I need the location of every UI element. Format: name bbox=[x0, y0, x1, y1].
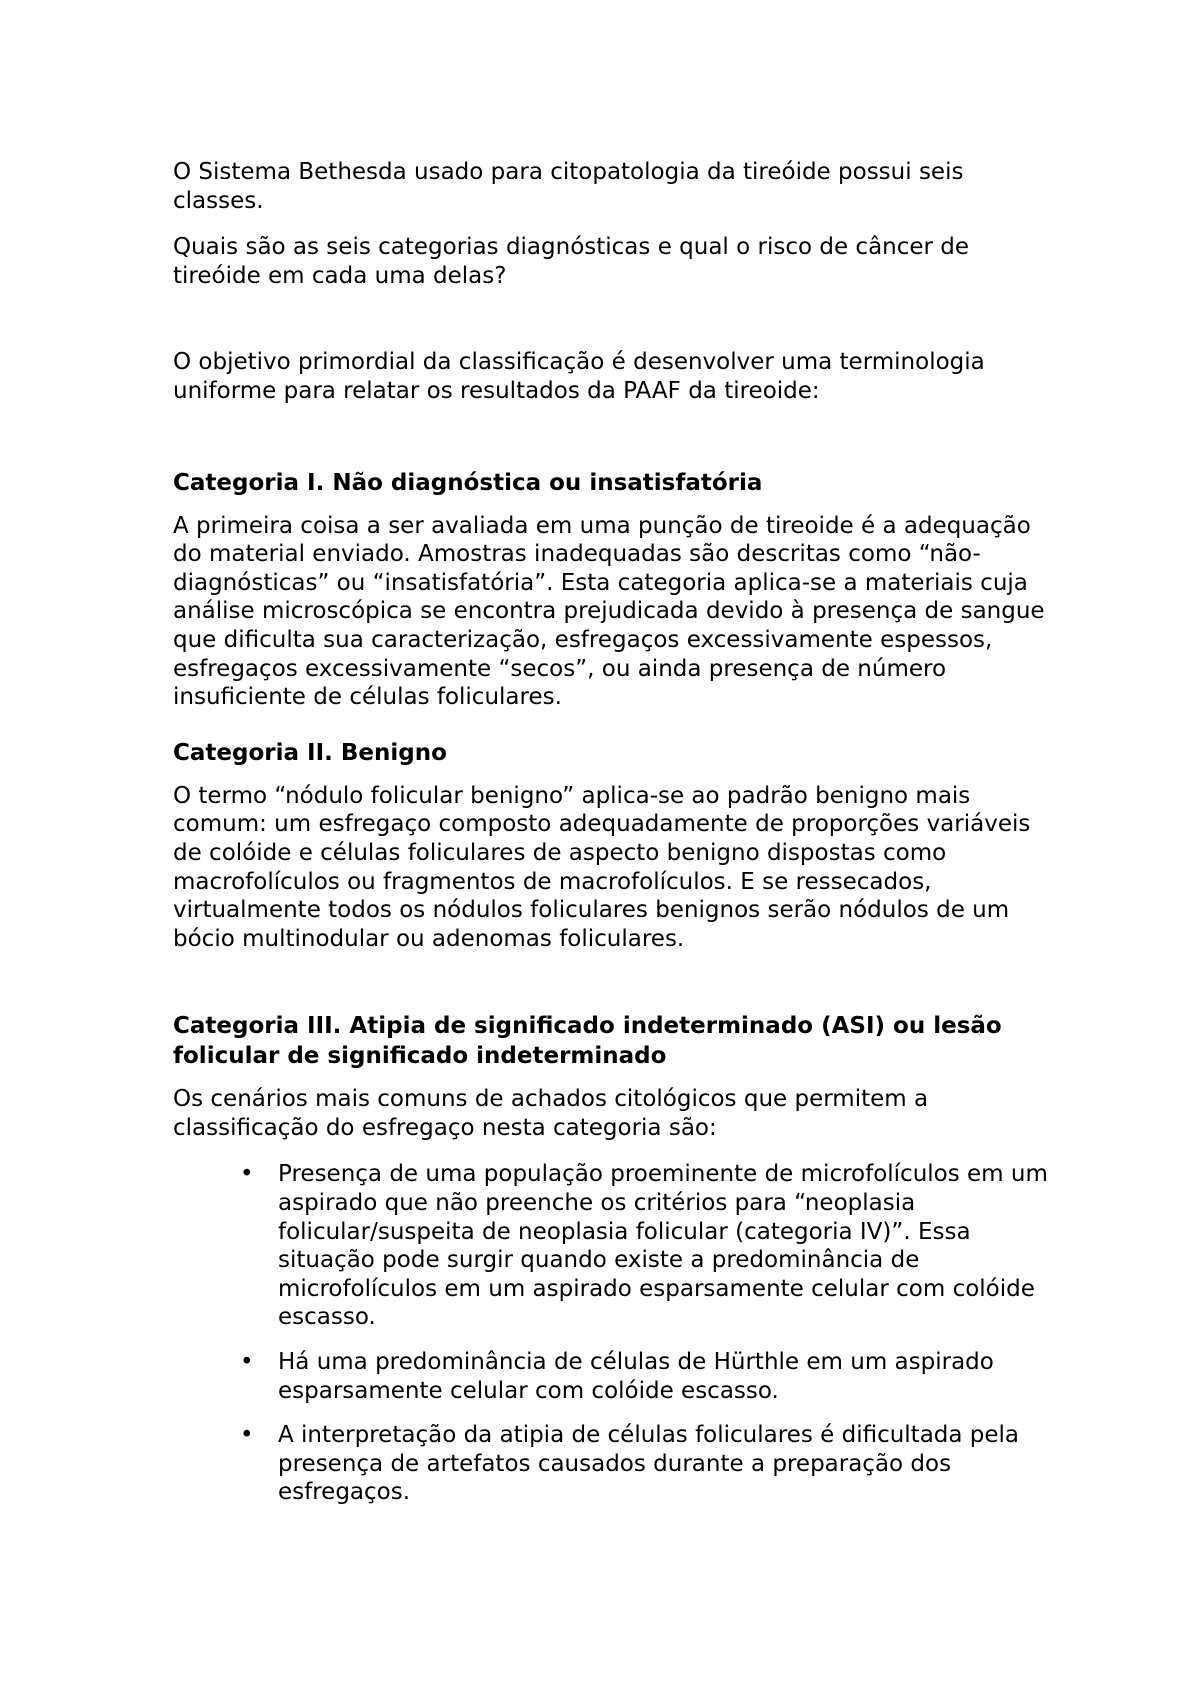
list-item bbox=[173, 1348, 1063, 1405]
category-3-bullet-list bbox=[173, 1160, 1053, 1507]
category-1-heading: Categoria I. Não diagnóstica ou insatisfatória bbox=[173, 469, 763, 496]
list-item-text: A interpretação da atipia de células foliculares é dificultada pela presença de artefatos causados durante a preparação dos esfregaços. bbox=[278, 1422, 1020, 1506]
list-item bbox=[173, 1421, 1063, 1507]
list-item bbox=[173, 1160, 1063, 1332]
list-item-text: Há uma predominância de células de Hürthle em um aspirado esparsamente celular com colóide escasso. bbox=[278, 1349, 994, 1404]
bullet-icon: • bbox=[240, 1349, 254, 1376]
list-item-text: Presença de uma população proeminente de microfolículos em um aspirado que não preenche os critérios para “neoplasia folicular/suspeita de neoplasia folicular (categoria IV)”. Essa situação pode surgir quando existe a predominância de microfolículos em um aspirado esparsamente celular com colóide escasso. bbox=[278, 1161, 1048, 1331]
objective-paragraph: O objetivo primordial da classificação é desenvolver uma terminologia uniforme para relatar os resultados da PAAF da tireoide: bbox=[173, 349, 985, 404]
category-2-section bbox=[173, 738, 1053, 954]
document-body bbox=[173, 158, 1053, 1523]
category-1-text: A primeira coisa a ser avaliada em uma punção de tireoide é a adequação do material enviado. Amostras inadequadas são descritas como “não-diagnósticas” ou “insatisfatória”. Esta categoria aplica-se a materiais cuja análise microscópica se encontra prejudicada devido à presença de sangue que dificulta sua caracterização, esfregaços excessivamente espessos, esfregaços excessivamente “secos”, ou ainda presença de número insuficiente de células foliculares. bbox=[173, 512, 1045, 711]
category-2-text: O termo “nódulo folicular benigno” aplica-se ao padrão benigno mais comum: um esfregaço composto adequadamente de proporções variáveis de colóide e células foliculares de aspecto benigno dispostas como macrofolículos ou fragmentos de macrofolículos. E se ressecados, virtualmente todos os nódulos foliculares benignos serão nódulos de um bócio multinodular ou adenomas foliculares. bbox=[173, 782, 1031, 952]
intro-paragraph: O Sistema Bethesda usado para citopatologia da tireóide possui seis classes. bbox=[173, 159, 964, 214]
category-3-section bbox=[173, 1011, 1053, 1507]
bullet-icon: • bbox=[240, 1161, 254, 1188]
category-3-text: Os cenários mais comuns de achados citológicos que permitem a classificação do esfregaço nesta categoria são: bbox=[173, 1086, 929, 1141]
bullet-icon: • bbox=[240, 1422, 254, 1449]
category-1-section bbox=[173, 468, 1053, 712]
question-paragraph: Quais são as seis categorias diagnósticas e qual o risco de câncer de tireóide em cada uma delas? bbox=[173, 234, 970, 289]
category-3-heading: Categoria III. Atipia de significado indeterminado (ASI) ou lesão folicular de significado indeterminado bbox=[173, 1013, 1002, 1070]
category-2-heading: Categoria II. Benigno bbox=[173, 739, 447, 766]
